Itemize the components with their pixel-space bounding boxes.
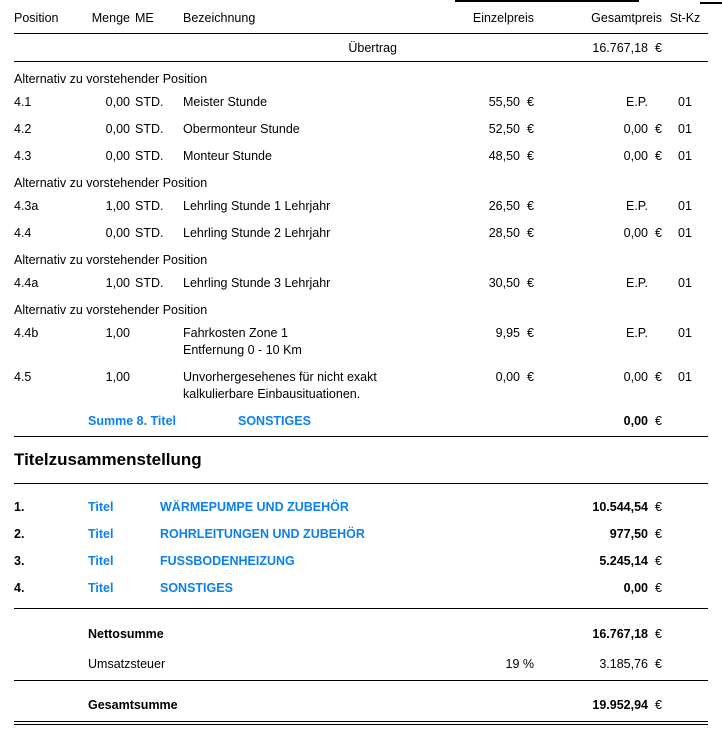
table-row — [14, 276, 708, 291]
unit-cell: STD. — [135, 276, 164, 290]
title-summary-row — [14, 581, 708, 596]
title-number: 4. — [14, 581, 25, 595]
page-edge-artifact — [700, 2, 722, 4]
title-sum-amount: 0,00 € — [623, 414, 662, 428]
gross-total-amount: 19.952,94 € — [592, 698, 662, 712]
description-cell: Lehrling Stunde 3 Lehrjahr — [183, 276, 331, 290]
euro-sign: € — [527, 149, 534, 163]
title-label: Titel — [88, 527, 114, 541]
position-cell: 4.3 — [14, 149, 32, 163]
unit-cell: STD. — [135, 122, 164, 136]
description-cell: Fahrkosten Zone 1 Entfernung 0 - 10 Km — [183, 326, 302, 357]
position-cell: 4.4 — [14, 226, 32, 240]
carryover-label: Übertrag — [348, 41, 397, 55]
euro-sign: € — [655, 149, 662, 163]
unit-cell: STD. — [135, 95, 164, 109]
tax-code-cell: 01 — [678, 326, 692, 340]
alternative-note: Alternativ zu vorstehender Position — [14, 176, 208, 190]
tax-code-cell: 01 — [678, 370, 692, 384]
net-total-label: Nettosumme — [88, 627, 164, 641]
total-price-cell: E.P. — [625, 326, 648, 340]
quantity-cell: 0,00 — [105, 226, 130, 240]
alternative-note: Alternativ zu vorstehender Position — [14, 303, 208, 317]
euro-sign: € — [655, 657, 662, 671]
quantity-cell: 0,00 — [105, 149, 130, 163]
table-row — [14, 95, 708, 110]
vat-amount: 3.185,76 € — [599, 657, 662, 671]
position-cell: 4.1 — [14, 95, 32, 109]
tax-code-cell: 01 — [678, 122, 692, 136]
unit-cell: STD. — [135, 149, 164, 163]
position-cell: 4.4a — [14, 276, 39, 290]
quantity-cell: 1,00 — [105, 199, 130, 213]
euro-sign: € — [655, 554, 662, 568]
unit-price-cell: 9,95 € — [495, 326, 534, 340]
total-price-cell: 0,00 € — [623, 370, 662, 384]
euro-sign: € — [655, 527, 662, 541]
unit-price-cell: 0,00 € — [495, 370, 534, 384]
net-total-amount: 16.767,18 € — [592, 627, 662, 641]
description-cell: Monteur Stunde — [183, 149, 272, 163]
title-label: Titel — [88, 554, 114, 568]
quantity-cell: 0,00 — [105, 122, 130, 136]
euro-sign: € — [655, 581, 662, 595]
euro-sign: € — [655, 500, 662, 514]
euro-sign: € — [527, 226, 534, 240]
total-price-cell: E.P. — [625, 95, 648, 109]
column-header-gesamtpreis: Gesamtpreis — [591, 11, 662, 25]
totals-rule — [14, 608, 708, 609]
description-cell: Meister Stunde — [183, 95, 268, 109]
total-price-cell: 0,00 € — [623, 122, 662, 136]
carryover-row — [14, 41, 708, 56]
title-sum-row — [14, 414, 708, 429]
title-name: FUSSBODENHEIZUNG — [160, 554, 295, 568]
unit-price-cell: 48,50 € — [488, 149, 534, 163]
table-row — [14, 199, 708, 214]
total-price-cell: E.P. — [625, 276, 648, 290]
title-summary-row — [14, 500, 708, 515]
table-row — [14, 370, 708, 402]
page-edge-artifact — [455, 0, 639, 2]
tax-code-cell: 01 — [678, 199, 692, 213]
header-rule — [14, 33, 708, 34]
column-header-menge: Menge — [91, 11, 130, 25]
euro-sign: € — [655, 370, 662, 384]
euro-sign: € — [655, 41, 662, 55]
title-label: Titel — [88, 581, 114, 595]
quantity-cell: 1,00 — [105, 276, 130, 290]
quantity-cell: 0,00 — [105, 95, 130, 109]
euro-sign: € — [527, 276, 534, 290]
column-header-position: Position — [14, 11, 59, 25]
vat-row — [14, 657, 708, 672]
column-header-bezeichnung: Bezeichnung — [183, 11, 256, 25]
total-price-cell: 0,00 € — [623, 226, 662, 240]
euro-sign: € — [527, 370, 534, 384]
title-summary-list — [14, 484, 708, 596]
euro-sign: € — [655, 226, 662, 240]
title-amount: 0,00 € — [623, 581, 662, 595]
column-header-einzelpreis: Einzelpreis — [472, 11, 534, 25]
table-row — [14, 326, 708, 358]
summary-heading: Titelzusammenstellung — [14, 450, 202, 469]
quantity-cell: 1,00 — [105, 370, 130, 384]
table-row — [14, 226, 708, 241]
title-label: Titel — [88, 500, 114, 514]
gross-total-label: Gesamtsumme — [88, 698, 178, 712]
tax-code-cell: 01 — [678, 95, 692, 109]
euro-sign: € — [655, 627, 662, 641]
tax-code-cell: 01 — [678, 226, 692, 240]
total-price-cell: 0,00 € — [623, 149, 662, 163]
euro-sign: € — [655, 122, 662, 136]
gross-total-row — [14, 698, 708, 713]
column-header-me: ME — [135, 11, 154, 25]
unit-price-cell: 52,50 € — [488, 122, 534, 136]
euro-sign: € — [527, 95, 534, 109]
euro-sign: € — [527, 326, 534, 340]
section-rule — [14, 436, 708, 437]
positions-table — [14, 62, 708, 402]
tax-code-cell: 01 — [678, 149, 692, 163]
unit-cell: STD. — [135, 199, 164, 213]
column-header-stkz: St-Kz — [669, 11, 701, 25]
title-amount: 977,50 € — [609, 527, 662, 541]
alternative-note: Alternativ zu vorstehender Position — [14, 253, 208, 267]
quantity-cell: 1,00 — [105, 326, 130, 340]
title-number: 1. — [14, 500, 25, 514]
net-total-row — [14, 627, 708, 642]
description-cell: Lehrling Stunde 2 Lehrjahr — [183, 226, 331, 240]
title-sum-label: Summe 8. Titel — [88, 414, 176, 428]
euro-sign: € — [655, 414, 662, 428]
title-number: 2. — [14, 527, 25, 541]
description-cell: Obermonteur Stunde — [183, 122, 300, 136]
unit-price-cell: 30,50 € — [488, 276, 534, 290]
title-summary-row — [14, 554, 708, 569]
position-cell: 4.5 — [14, 370, 32, 384]
title-name: SONSTIGES — [160, 581, 233, 595]
tax-code-cell: 01 — [678, 276, 692, 290]
vat-label: Umsatzsteuer — [88, 657, 166, 671]
alternative-note: Alternativ zu vorstehender Position — [14, 72, 208, 86]
title-name: ROHRLEITUNGEN UND ZUBEHÖR — [160, 527, 365, 541]
total-price-cell: E.P. — [625, 199, 648, 213]
title-amount: 5.245,14 € — [599, 554, 662, 568]
euro-sign: € — [527, 199, 534, 213]
title-name: WÄRMEPUMPE UND ZUBEHÖR — [160, 500, 349, 514]
unit-cell: STD. — [135, 226, 164, 240]
unit-price-cell: 26,50 € — [488, 199, 534, 213]
title-number: 3. — [14, 554, 25, 568]
euro-sign: € — [655, 698, 662, 712]
unit-price-cell: 28,50 € — [488, 226, 534, 240]
euro-sign: € — [527, 122, 534, 136]
table-row — [14, 149, 708, 164]
table-header-row — [14, 0, 708, 26]
title-sum-name: SONSTIGES — [238, 414, 311, 428]
gross-rule — [14, 680, 708, 681]
position-cell: 4.4b — [14, 326, 39, 340]
title-amount: 10.544,54 € — [592, 500, 662, 514]
carryover-amount: 16.767,18 € — [592, 41, 662, 55]
unit-price-cell: 55,50 € — [488, 95, 534, 109]
table-row — [14, 122, 708, 137]
position-cell: 4.2 — [14, 122, 32, 136]
title-summary-row — [14, 527, 708, 542]
description-cell: Lehrling Stunde 1 Lehrjahr — [183, 199, 331, 213]
document-end-rule — [14, 721, 708, 725]
vat-rate: 19 % — [505, 657, 534, 671]
position-cell: 4.3a — [14, 199, 39, 213]
description-cell: Unvorhergesehenes für nicht exakt kalkulierbare Einbausituationen. — [183, 370, 377, 401]
